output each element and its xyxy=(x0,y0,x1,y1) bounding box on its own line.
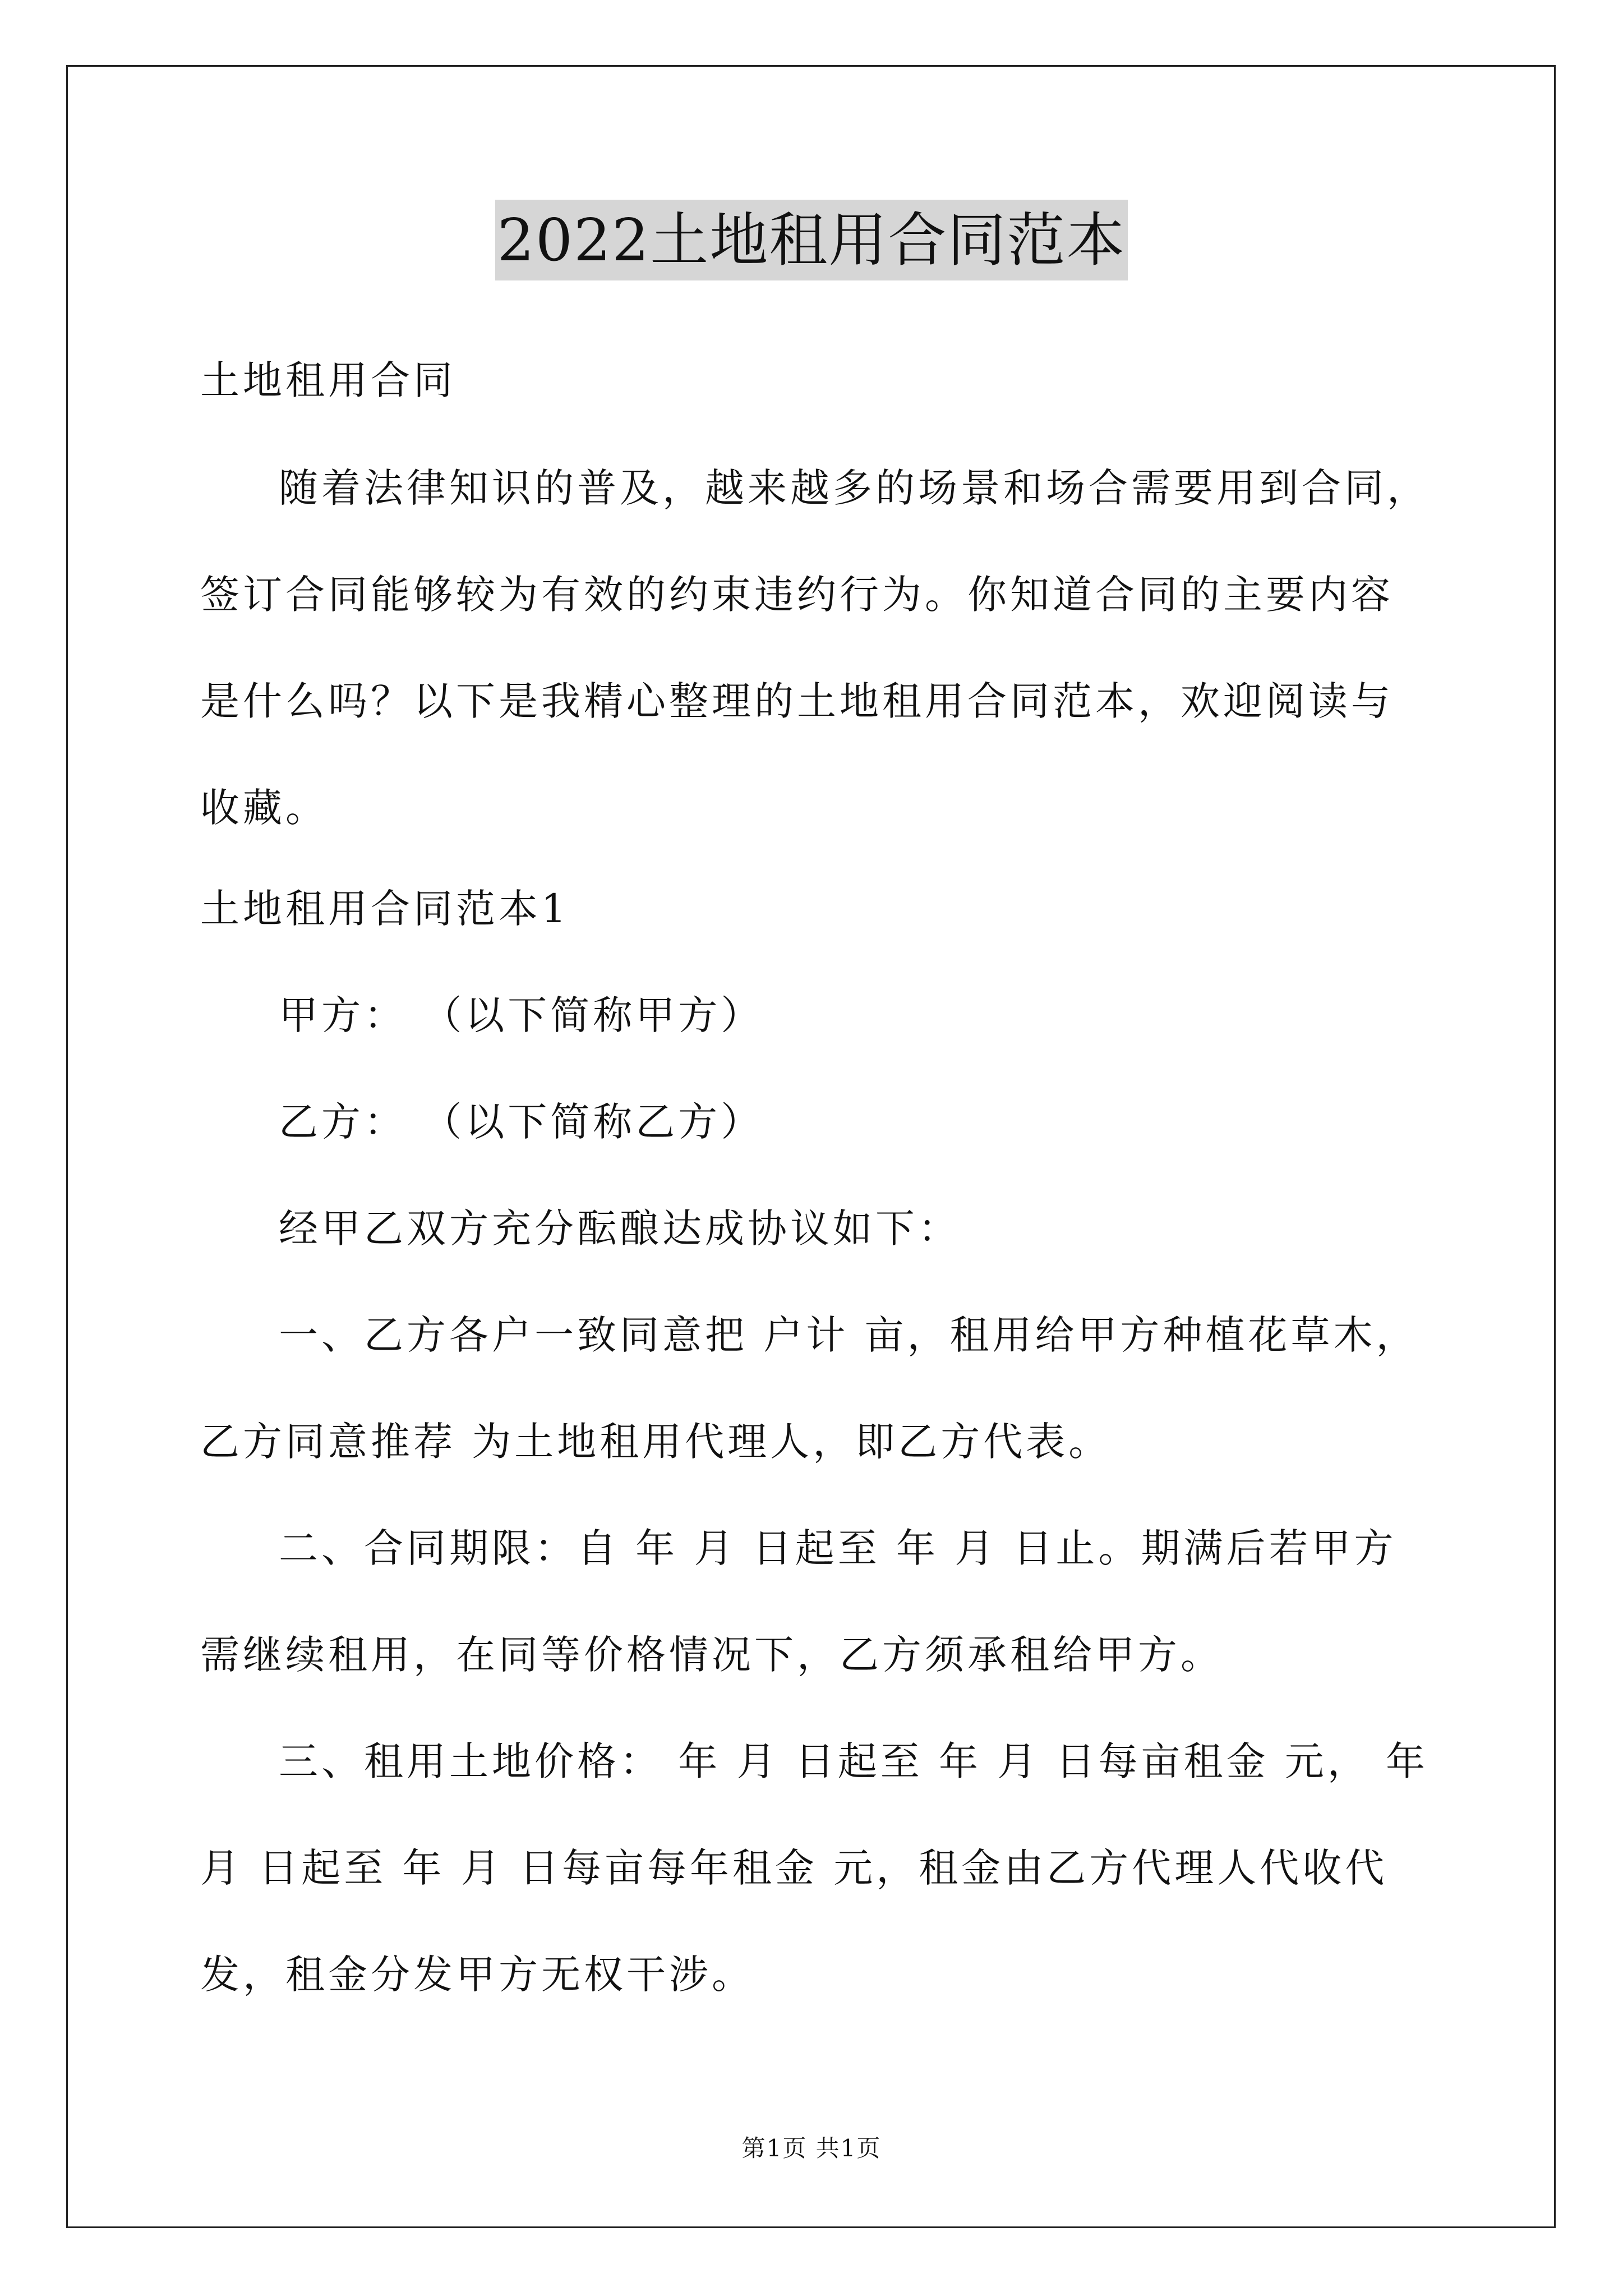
party-a-line: 甲方： （以下简称甲方） xyxy=(279,992,764,1038)
contract-body xyxy=(200,962,1433,2028)
intro-paragraph: 随着法律知识的普及，越来越多的场景和场合需要用到合同，签订合同能够较为有效的约束违约行为。你知道合同的主要内容是什么吗？以下是我精心整理的土地租用合同范本，欢迎阅读与收藏。 xyxy=(200,465,1430,831)
clause-two: 二、合同期限：自 年 月 日起至 年 月 日止。期满后若甲方需继续租用，在同等价格情况下，乙方须承租给甲方。 xyxy=(200,1525,1397,1678)
contract-subtitle: 土地租用合同 xyxy=(200,357,456,403)
section-title: 土地租用合同范本1 xyxy=(200,886,570,932)
clause-three: 三、租用土地价格： 年 月 日起至 年 月 日每亩租金 元， 年 月 日起至 年 月 日每亩每年租金 元，租金由乙方代理人代收代发，租金分发甲方无权干涉。 xyxy=(200,1738,1429,1998)
title-container xyxy=(0,200,1623,280)
intro-paragraph-block xyxy=(200,435,1433,861)
page-footer: 第1页 共1页 xyxy=(741,2134,882,2162)
clause-one: 一、乙方各户一致同意把 户计 亩，租用给甲方种植花草木，乙方同意推荐 为土地租用代理人，即乙方代表。 xyxy=(200,1312,1419,1465)
agreement-line: 经甲乙双方充分酝酿达成协议如下： xyxy=(279,1205,961,1251)
document-title: 2022土地租用合同范本 xyxy=(495,200,1128,280)
party-b-line: 乙方： （以下简称乙方） xyxy=(279,1099,764,1145)
